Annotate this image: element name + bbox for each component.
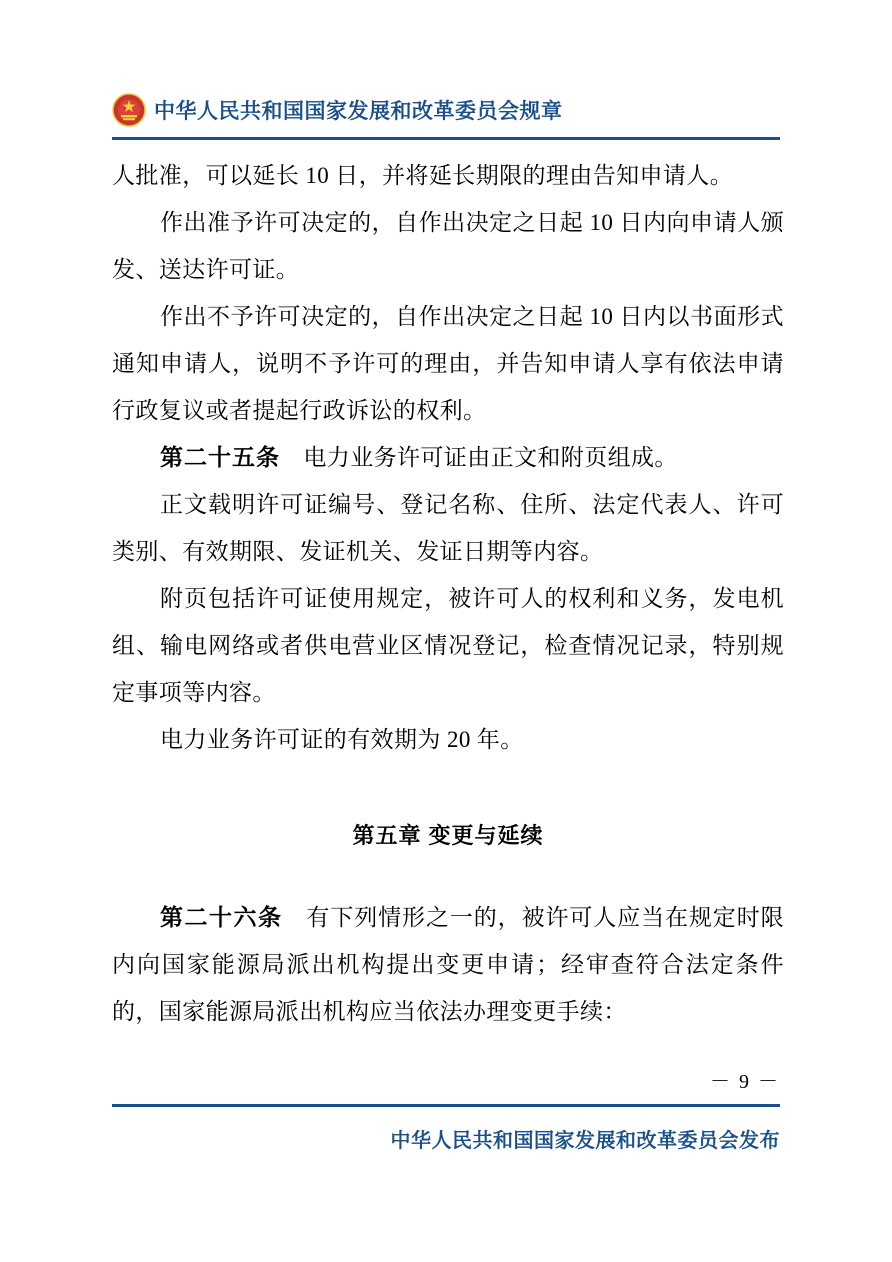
footer-issuer: 中华人民共和国国家发展和改革委员会发布 bbox=[390, 1130, 780, 1152]
page-header bbox=[112, 88, 780, 140]
chapter-heading: 第五章 变更与延续 bbox=[352, 823, 544, 848]
paragraph: 附页包括许可证使用规定，被许可人的权利和义务，发电机组、输电网络或者供电营业区情况登记，检查情况记录，特别规定事项等内容。 bbox=[112, 586, 784, 705]
article-text: 电力业务许可证由正文和附页组成。 bbox=[280, 445, 678, 470]
page-number: － 9 － bbox=[710, 1071, 780, 1093]
article-paragraph bbox=[112, 434, 784, 481]
paragraph: 人批准，可以延长 10 日，并将延长期限的理由告知申请人。 bbox=[112, 163, 734, 188]
paragraph: 正文载明许可证编号、登记名称、住所、法定代表人、许可类别、有效期限、发证机关、发证日期等内容。 bbox=[112, 492, 784, 564]
paragraph: 作出准予许可决定的，自作出决定之日起 10 日内向申请人颁发、送达许可证。 bbox=[112, 210, 784, 282]
article-number: 第二十六条 bbox=[160, 904, 283, 930]
article-number: 第二十五条 bbox=[160, 444, 280, 470]
article-text: 有下列情形之一的，被许可人应当在规定时限内向国家能源局派出机构提出变更申请；经审查符合法定条件的，国家能源局派出机构应当依法办理变更手续： bbox=[112, 905, 785, 1024]
page-title: 中华人民共和国国家发展和改革委员会规章 bbox=[154, 100, 563, 123]
document-body bbox=[112, 152, 784, 1035]
header-row bbox=[112, 88, 780, 132]
footer-divider bbox=[112, 1104, 780, 1107]
paragraph: 作出不予许可决定的，自作出决定之日起 10 日内以书面形式通知申请人，说明不予许可的理由，并告知申请人享有依法申请行政复议或者提起行政诉讼的权利。 bbox=[112, 304, 784, 423]
header-divider bbox=[112, 137, 780, 140]
article-paragraph bbox=[112, 894, 784, 1035]
national-emblem-icon bbox=[112, 93, 146, 127]
paragraph: 电力业务许可证的有效期为 20 年。 bbox=[160, 727, 524, 752]
